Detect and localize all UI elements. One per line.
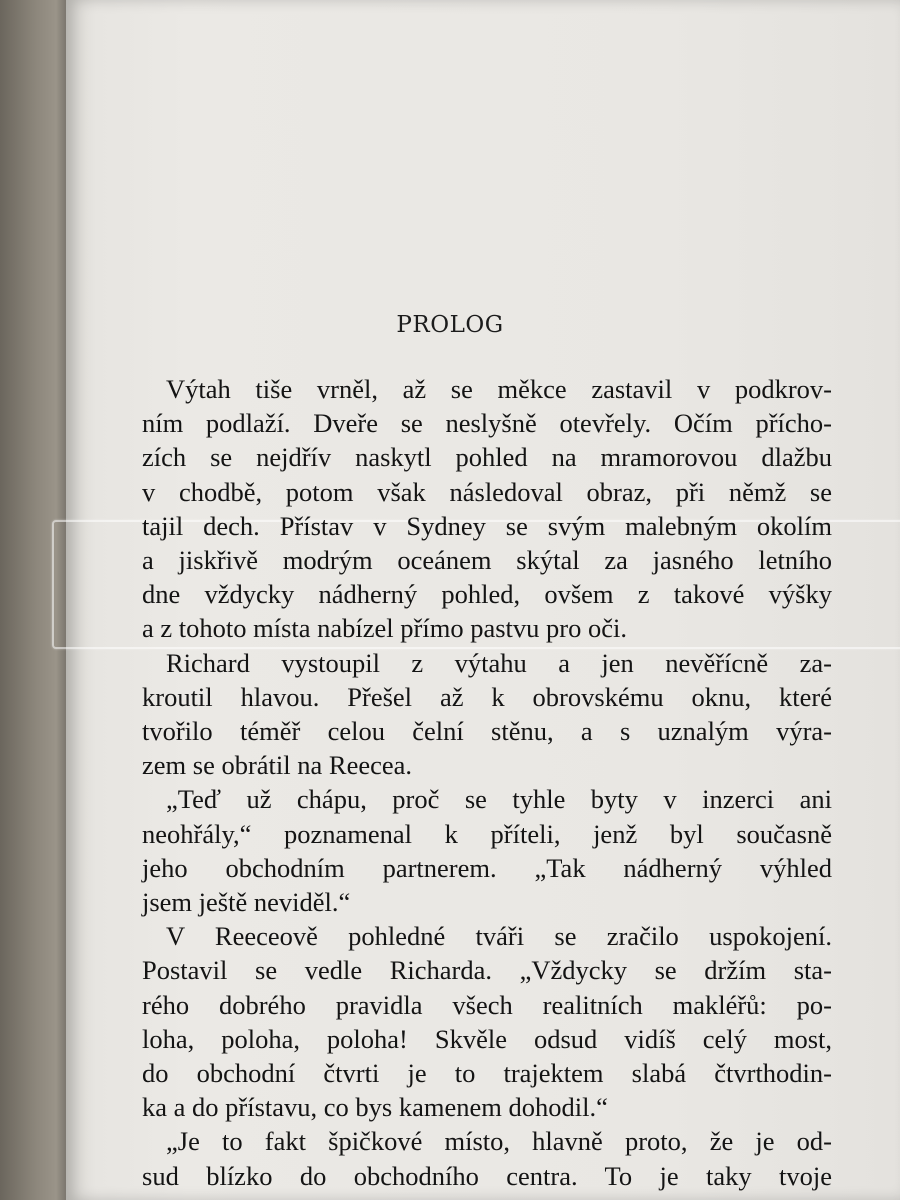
text-line: ka a do přístavu, co bys kamenem dohodil.“ [142, 1092, 608, 1123]
text-line: a jiskřivě modrým oceánem skýtal za jasného letního [142, 545, 832, 576]
text-line: tajil dech. Přístav v Sydney se svým malebným okolím [142, 510, 832, 541]
text-line: dne vždycky nádherný pohled, ovšem z takové výšky [142, 579, 832, 610]
text-line: ním podlaží. Dveře se neslyšně otevřely. Očím přícho- [142, 408, 832, 439]
text-line: rého dobrého pravidla všech realitních makléřů: po- [142, 989, 832, 1020]
text-line: „Je to fakt špičkové místo, hlavně proto, že je od- [166, 1126, 832, 1157]
text-line: loha, poloha, poloha! Skvěle odsud vidíš celý most, [142, 1023, 832, 1054]
text-line: jsem ještě neviděl.“ [142, 887, 351, 918]
text-line: a z tohoto místa nabízel přímo pastvu pro oči. [142, 613, 627, 644]
text-line: V Reeceově pohledné tváři se zračilo uspokojení. [166, 921, 832, 952]
text-line: v chodbě, potom však následoval obraz, při němž se [142, 476, 832, 507]
text-line: Postavil se vedle Richarda. „Vždycky se držím sta- [142, 955, 832, 986]
text-line: zem se obrátil na Reecea. [142, 750, 413, 781]
text-line: sud blízko do obchodního centra. To je taky tvoje [142, 1160, 832, 1191]
text-line: Výtah tiše vrněl, až se měkce zastavil v podkrov- [166, 374, 832, 404]
text-line: zích se nejdřív naskytl pohled na mramorovou dlažbu [142, 442, 832, 473]
text-line: „Teď už chápu, proč se tyhle byty v inzerci ani [166, 784, 832, 815]
book-spine-edge [0, 0, 66, 1200]
chapter-heading: PROLOG [396, 312, 504, 338]
text-line: do obchodní čtvrti je to trajektem slabá čtvrthodin- [142, 1058, 832, 1089]
text-line: kroutil hlavou. Přešel až k obrovskému oknu, které [142, 681, 832, 712]
text-line: jeho obchodním partnerem. „Tak nádherný výhled [142, 852, 832, 883]
text-line: tvořilo téměř celou čelní stěnu, a s uznalým výra- [142, 716, 832, 747]
body-text [142, 372, 832, 1193]
text-line: neohřály,“ poznamenal k příteli, jenž byl současně [142, 818, 832, 849]
text-line: Richard vystoupil z výtahu a jen nevěřícně za- [166, 647, 832, 678]
